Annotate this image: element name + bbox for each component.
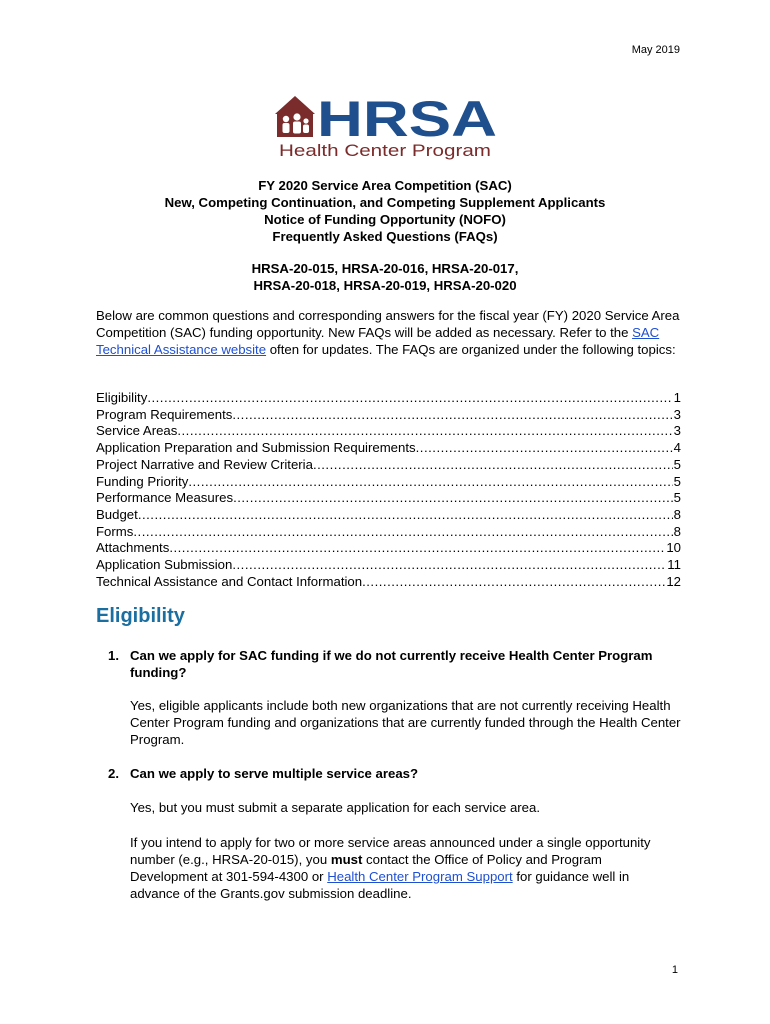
answer-text-c: for guidance well in advance of the Grants.gov submission deadline.: [130, 869, 630, 901]
title-line-1: FY 2020 Service Area Competition (SAC): [258, 178, 512, 193]
toc-entry-page: 12: [666, 573, 681, 589]
faq-question-text: Can we apply to serve multiple service areas?: [130, 766, 419, 781]
codes-line-1: HRSA-20-015, HRSA-20-016, HRSA-20-017,: [251, 261, 519, 276]
answer-text-b: contact the Office of Policy and Program Development at 301-594-4300 or: [130, 852, 602, 884]
toc-entry-label[interactable]: Attachments: [96, 540, 170, 556]
hrsa-logo: [273, 92, 499, 162]
faq-number: 2.: [108, 766, 119, 781]
toc-entry-page: 5: [673, 473, 681, 489]
toc-entry[interactable]: [96, 574, 681, 591]
faq-answer-2b: [130, 834, 682, 902]
answer-emphasis: must: [330, 852, 363, 867]
faq-answer-2a: Yes, but you must submit a separate application for each service area.: [130, 800, 541, 815]
toc-entry-page: 10: [666, 540, 681, 556]
hrsa-brand-text: HRSA: [317, 92, 497, 147]
toc-entry-page: 5: [673, 490, 681, 506]
document-title: [0, 177, 770, 245]
toc-entry-label[interactable]: Performance Measures: [96, 490, 234, 506]
faq-number: 1.: [108, 648, 119, 663]
toc-entry[interactable]: [96, 474, 681, 491]
faq-question-1: [108, 647, 682, 681]
toc-entry[interactable]: [96, 407, 681, 424]
toc-entry-label[interactable]: Application Submission: [96, 557, 233, 573]
hrsa-house-icon: [273, 92, 499, 162]
toc-entry[interactable]: [96, 457, 681, 474]
title-line-3: Notice of Funding Opportunity (NOFO): [264, 212, 506, 227]
toc-leader-dots: [233, 490, 673, 507]
toc-entry[interactable]: [96, 490, 681, 507]
intro-text-1: Below are common questions and corresponding answers for the fiscal year (FY) 2020 Service Area Competition (SAC) funding opportunity. New FAQs will be added as necessary. Refer to the: [96, 308, 680, 340]
toc-entry[interactable]: [96, 540, 681, 557]
toc-leader-dots: [169, 540, 665, 557]
toc-entry-label[interactable]: Forms: [96, 523, 134, 539]
toc-entry[interactable]: [96, 507, 681, 524]
title-line-2: New, Competing Continuation, and Competing Supplement Applicants: [164, 195, 606, 210]
toc-entry-page: 8: [673, 523, 681, 539]
opportunity-numbers: [0, 260, 770, 294]
toc-entry-page: 11: [667, 557, 681, 573]
document-date: May 2019: [631, 44, 680, 56]
answer-text-a: If you intend to apply for two or more service areas announced under a single opportunity number (e.g., HRSA-20-015), you: [130, 835, 651, 867]
page-number: 1: [671, 964, 678, 976]
hrsa-tagline-text: Health Center Program: [279, 141, 491, 160]
toc-leader-dots: [362, 574, 665, 591]
toc-leader-dots: [188, 474, 672, 491]
toc-entry-label[interactable]: Eligibility: [96, 390, 148, 405]
toc-entry-label[interactable]: Application Preparation and Submission Requirements: [96, 440, 416, 456]
codes-line-2: HRSA-20-018, HRSA-20-019, HRSA-20-020: [253, 278, 517, 293]
toc-leader-dots: [313, 457, 673, 474]
toc-entry-page: 5: [673, 456, 681, 472]
faq-question-text: Can we apply for SAC funding if we do not currently receive Health Center Program funding?: [130, 648, 653, 680]
toc-leader-dots: [138, 507, 673, 524]
toc-leader-dots: [133, 524, 672, 541]
toc-entry[interactable]: [96, 557, 681, 574]
toc-leader-dots: [416, 440, 673, 457]
toc-entry[interactable]: [96, 423, 681, 440]
toc-leader-dots: [177, 423, 672, 440]
toc-entry-page: 4: [673, 440, 681, 456]
faq-question-2: [108, 765, 682, 782]
intro-text-2: often for updates. The FAQs are organized under the following topics:: [266, 342, 676, 357]
health-center-support-link[interactable]: Health Center Program Support: [327, 869, 513, 884]
intro-paragraph: [96, 307, 686, 358]
toc-entry-page: 1: [673, 390, 681, 405]
toc-entry-label[interactable]: Funding Priority: [96, 473, 189, 489]
toc-entry-page: 8: [673, 506, 681, 522]
table-of-contents: [96, 390, 681, 590]
toc-leader-dots: [232, 407, 672, 424]
toc-leader-dots: [232, 557, 666, 574]
toc-entry-page: 3: [673, 406, 681, 422]
toc-entry-label[interactable]: Budget: [96, 506, 138, 522]
toc-entry[interactable]: [96, 390, 681, 407]
toc-entry-label[interactable]: Project Narrative and Review Criteria: [96, 456, 313, 472]
toc-entry-label[interactable]: Technical Assistance and Contact Information: [96, 573, 363, 589]
toc-entry[interactable]: [96, 524, 681, 541]
title-line-4: Frequently Asked Questions (FAQs): [272, 229, 498, 244]
toc-leader-dots: [147, 390, 672, 407]
section-heading-eligibility: Eligibility: [96, 605, 185, 627]
toc-entry-page: 3: [673, 423, 681, 439]
faq-answer-1: Yes, eligible applicants include both new organizations that are not currently receiving Health Center Program funding and organizations that are currently funded through the Health Center Program.: [130, 698, 681, 747]
sac-ta-website-link[interactable]: SAC Technical Assistance website: [96, 325, 660, 357]
toc-entry-label[interactable]: Program Requirements: [96, 406, 233, 422]
toc-entry[interactable]: [96, 440, 681, 457]
toc-entry-label[interactable]: Service Areas: [96, 423, 178, 439]
